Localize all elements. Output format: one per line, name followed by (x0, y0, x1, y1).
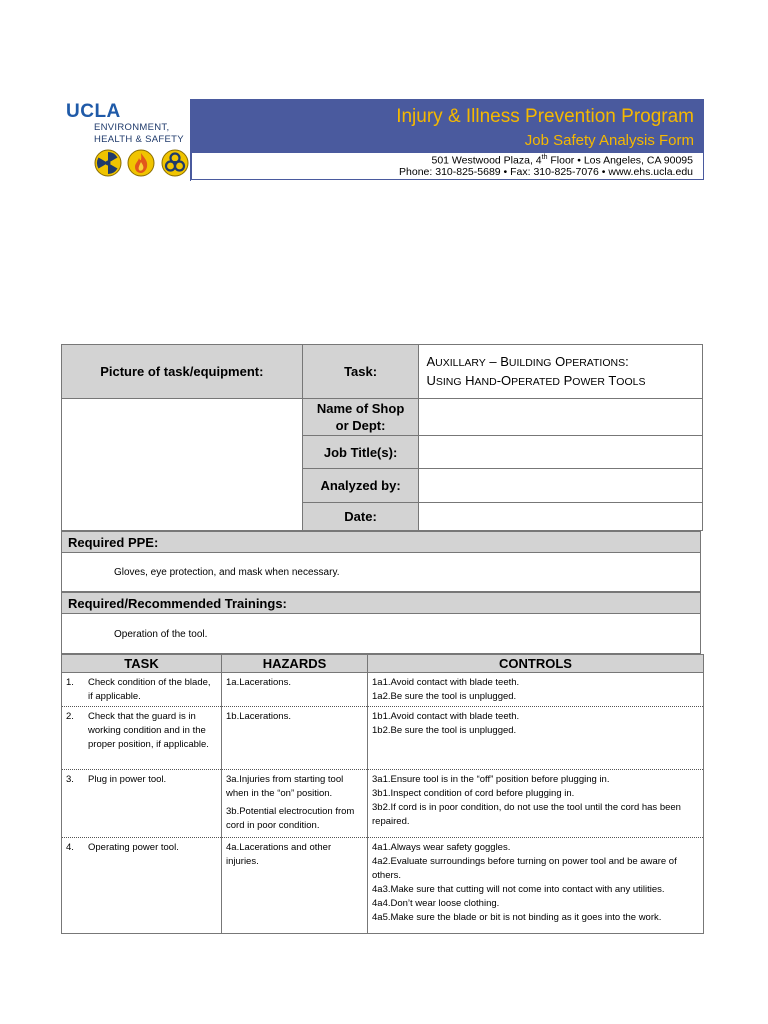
hazards-cell (222, 673, 368, 707)
address-line (432, 154, 694, 167)
task-value-line-2 (426, 372, 702, 391)
hazard-item: 1b.Lacerations. (226, 711, 291, 722)
hazards-cell (222, 707, 368, 770)
shop-label-2: or Dept: (335, 418, 386, 433)
controls-column-header: CONTROLS (368, 655, 704, 673)
task-text: Check condition of the blade, if applicable. (88, 677, 211, 702)
program-title: Injury & Illness Prevention Program (396, 106, 694, 127)
task-value-segment: UXILLARY (435, 356, 486, 369)
task-value (419, 345, 703, 399)
hazards-cell (222, 770, 368, 838)
hazards-cell (222, 838, 368, 934)
task-value-segment: OWER (572, 375, 605, 388)
logo-line-1: ENVIRONMENT, (94, 122, 170, 133)
shop-label (302, 399, 419, 436)
controls-cell (368, 838, 704, 934)
control-item: 4a2.Evaluate surroundings before turning on power tool and be aware of others. (372, 856, 677, 881)
hazard-item: 4a.Lacerations and other injuries. (226, 842, 332, 867)
control-item: 4a5.Make sure the blade or bit is not binding as it goes into the work. (372, 912, 662, 923)
contact-line: Phone: 310-825-5689 • Fax: 310-825-7076 • www.ehs.ucla.edu (399, 166, 693, 178)
biohazard-icon (161, 149, 189, 177)
task-value-segment: -O (496, 372, 512, 388)
control-item: 1a2.Be sure the tool is unplugged. (372, 691, 517, 702)
task-value-segment: SING (435, 375, 462, 388)
task-value-segment: PERATIONS (565, 356, 626, 369)
task-value-segment: UILDING (508, 356, 552, 369)
date-label: Date: (302, 503, 419, 531)
task-number: 1. (66, 677, 74, 688)
task-value-segment: P (560, 372, 573, 388)
address-sup: th (541, 154, 548, 161)
address-box (191, 153, 704, 180)
task-value-segment: H (461, 372, 475, 388)
trainings-body (61, 614, 701, 654)
shop-label-1: Name of Shop (316, 401, 405, 416)
hazard-item: 3b.Potential electrocution from cord in poor condition. (226, 806, 355, 831)
ucla-ehs-logo (60, 99, 190, 181)
picture-area (62, 399, 303, 531)
ppe-text: Gloves, eye protection, and mask when necessary. (114, 567, 340, 578)
picture-label: Picture of task/equipment: (62, 345, 303, 399)
ppe-body (61, 553, 701, 592)
task-label: Task: (302, 345, 419, 399)
control-item: 4a4.Don’t wear loose clothing. (372, 898, 500, 909)
hazards-column-header: HAZARDS (222, 655, 368, 673)
analyzed-by-label: Analyzed by: (302, 469, 419, 503)
task-value-segment: O (551, 353, 566, 369)
trainings-heading: Required/Recommended Trainings: (61, 592, 701, 614)
task-value-segment: U (426, 372, 436, 388)
task-number: 3. (66, 774, 74, 785)
form-header (60, 99, 704, 181)
job-title-label: Job Title(s): (302, 436, 419, 469)
shop-field[interactable] (419, 399, 703, 436)
task-value-segment: PERATED (511, 375, 560, 388)
info-table (61, 344, 703, 531)
task-column-header: TASK (62, 655, 222, 673)
task-value-segment: : (625, 353, 629, 369)
table-row (62, 770, 704, 838)
task-number: 4. (66, 842, 74, 853)
analyzed-by-field[interactable] (419, 469, 703, 503)
trainings-text: Operation of the tool. (114, 629, 208, 640)
control-item: 4a1.Always wear safety goggles. (372, 842, 511, 853)
flame-icon (127, 149, 155, 177)
logo-ucla-text: UCLA (66, 101, 121, 122)
task-text: Operating power tool. (88, 842, 179, 853)
task-value-segment: OOLS (616, 375, 646, 388)
ppe-heading: Required PPE: (61, 531, 701, 553)
hazard-item: 3a.Injuries from starting tool when in the “on” position. (226, 774, 344, 799)
control-item: 4a3.Make sure that cutting will not come into contact with any utilities. (372, 884, 665, 895)
controls-cell (368, 707, 704, 770)
hazard-item: 1a.Lacerations. (226, 677, 291, 688)
task-text: Plug in power tool. (88, 774, 167, 785)
control-item: 3b1.Inspect condition of cord before plugging in. (372, 788, 575, 799)
date-field[interactable] (419, 503, 703, 531)
task-cell (62, 707, 222, 770)
table-row (62, 838, 704, 934)
task-value-segment: A (426, 353, 436, 369)
title-band (191, 99, 704, 153)
analysis-table (61, 654, 704, 934)
task-number: 2. (66, 711, 74, 722)
task-cell (62, 838, 222, 934)
task-value-segment: – B (485, 353, 509, 369)
task-value-segment: T (604, 372, 617, 388)
task-value-segment: AND (474, 375, 497, 388)
control-item: 3b2.If cord is in poor condition, do not use the tool until the cord has been repaired. (372, 802, 681, 827)
form-title: Job Safety Analysis Form (524, 132, 694, 149)
control-item: 1b1.Avoid contact with blade teeth. (372, 711, 520, 722)
address-part-1: 501 Westwood Plaza, 4 (431, 154, 542, 167)
controls-cell (368, 770, 704, 838)
radiation-icon (94, 149, 122, 177)
logo-line-2: HEALTH & SAFETY (94, 134, 184, 145)
task-text: Check that the guard is in working condition and in the proper position, if applicable. (88, 711, 209, 750)
job-title-field[interactable] (419, 436, 703, 469)
controls-cell (368, 673, 704, 707)
task-cell (62, 673, 222, 707)
control-item: 3a1.Ensure tool is in the “off” position before plugging in. (372, 774, 610, 785)
table-row (62, 707, 704, 770)
logo-icons (94, 149, 190, 179)
task-cell (62, 770, 222, 838)
control-item: 1b2.Be sure the tool is unplugged. (372, 725, 517, 736)
control-item: 1a1.Avoid contact with blade teeth. (372, 677, 520, 688)
table-row (62, 673, 704, 707)
task-value-line-1 (426, 353, 702, 372)
address-part-2: Floor • Los Angeles, CA 90095 (547, 154, 693, 167)
